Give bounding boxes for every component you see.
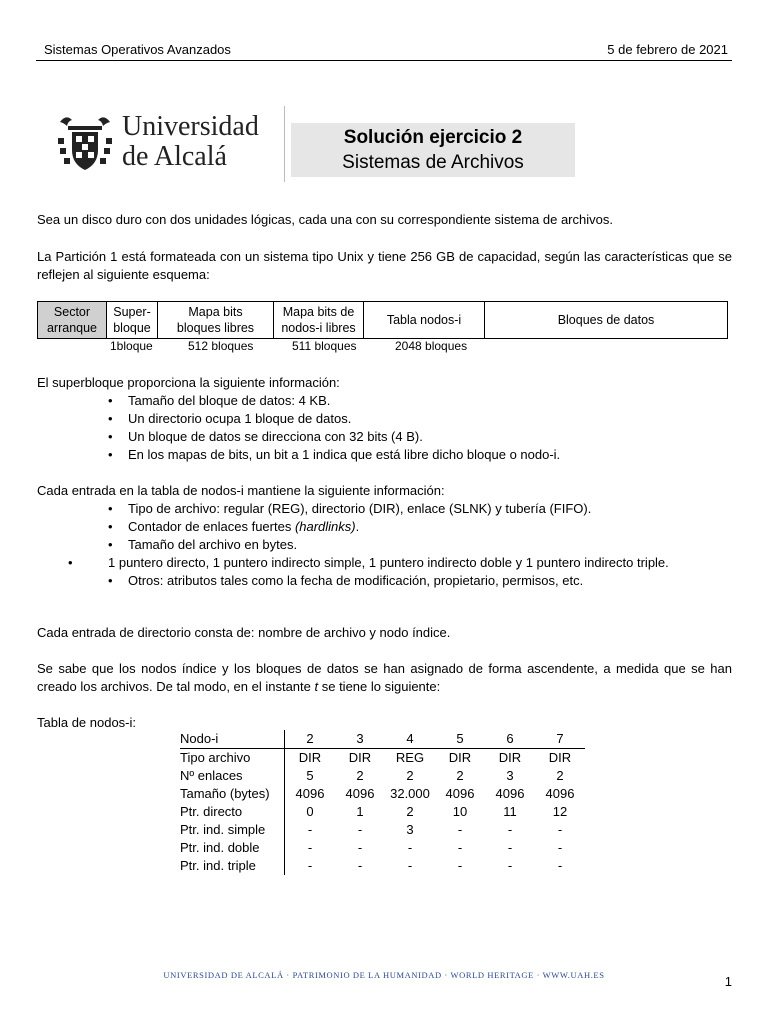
- size-block-bitmap: 512 bloques: [188, 339, 254, 353]
- title-sub: Sistemas de Archivos: [342, 152, 524, 173]
- title-box: [291, 123, 575, 177]
- table-cell: -: [457, 858, 463, 873]
- row-label: Nodo-i: [180, 730, 285, 749]
- list-item: • Un bloque de datos se direcciona con 32 bits (4 B).: [108, 428, 732, 446]
- inode-entry-intro: Cada entrada en la tabla de nodos-i mantiene la siguiente información:: [37, 483, 445, 498]
- scheme-cell-boot-sector: Sector arranque: [38, 302, 107, 339]
- table-cell: 4096: [295, 786, 325, 801]
- table-cell: 2: [406, 768, 414, 783]
- table-cell: 2: [456, 768, 464, 783]
- header-rule: [36, 60, 732, 61]
- table-cell: 2: [406, 804, 414, 819]
- table-cell: 4096: [545, 786, 575, 801]
- title-main: Solución ejercicio 2: [343, 127, 523, 148]
- university-crest-icon: [54, 112, 116, 174]
- table-cell: 11: [503, 804, 517, 819]
- row-label: Ptr. ind. doble: [180, 839, 285, 857]
- scheme-cell-block-bitmap: Mapa bits bloques libres: [158, 302, 274, 339]
- table-row: [180, 730, 585, 749]
- logo-line-2: de Alcalá: [122, 141, 227, 172]
- table-cell: -: [507, 822, 513, 837]
- list-item: • Un directorio ocupa 1 bloque de datos.: [108, 410, 732, 428]
- superblock-intro: El superbloque proporciona la siguiente información:: [37, 375, 340, 390]
- logo-line-1: Universidad: [122, 111, 259, 142]
- list-item: • Tipo de archivo: regular (REG), directorio (DIR), enlace (SLNK) y tubería (FIFO).: [108, 500, 732, 518]
- list-item: • Tamaño del bloque de datos: 4 KB.: [108, 392, 732, 410]
- table-cell: 5: [435, 730, 485, 749]
- table-cell: -: [507, 840, 513, 855]
- size-inode-table: 2048 bloques: [395, 339, 468, 353]
- table-row: [180, 785, 585, 803]
- table-cell: 4096: [495, 786, 525, 801]
- list-item: • Tamaño del archivo en bytes.: [108, 536, 732, 554]
- table-cell: -: [557, 822, 563, 837]
- intro-paragraph: Sea un disco duro con dos unidades lógicas, cada una con su correspondiente sistema de archivos.: [37, 212, 613, 227]
- table-row: [180, 821, 585, 839]
- table-cell: 2: [356, 768, 364, 783]
- partition-paragraph: La Partición 1 está formateada con un sistema tipo Unix y tiene 256 GB de capacidad, según las características que se reflejen al siguiente esquema:: [37, 249, 732, 282]
- dir-entry-paragraph: Cada entrada de directorio consta de: nombre de archivo y nodo índice.: [37, 625, 451, 640]
- table-cell: 4: [385, 730, 435, 749]
- university-logo-text: [122, 112, 259, 172]
- table-cell: 7: [535, 730, 585, 749]
- table-cell: 4096: [345, 786, 375, 801]
- list-item: • En los mapas de bits, un bit a 1 indica que está libre dicho bloque o nodo-i.: [108, 446, 732, 464]
- logo-divider: [284, 106, 285, 182]
- table-cell: -: [407, 858, 413, 873]
- table-cell: 4096: [445, 786, 475, 801]
- table-cell: -: [457, 822, 463, 837]
- page-number: 1: [724, 974, 732, 989]
- table-row: [180, 839, 585, 857]
- list-item: • Contador de enlaces fuertes (hardlinks).: [108, 518, 732, 536]
- table-cell: -: [457, 840, 463, 855]
- table-cell: 1: [356, 804, 364, 819]
- table-cell: 3: [335, 730, 385, 749]
- size-inode-bitmap: 511 bloques: [292, 339, 357, 353]
- table-row: [180, 767, 585, 785]
- table-cell: -: [557, 840, 563, 855]
- table-cell: 2: [285, 730, 336, 749]
- scheme-cell-data-blocks: Bloques de datos: [485, 302, 728, 339]
- table-cell: -: [307, 840, 313, 855]
- inode-table: [180, 730, 585, 875]
- known-paragraph: Se sabe que los nodos índice y los bloques de datos se han asignado de forma ascendente, a medida que se han creado los archivos. De tal modo, en el instante t se tiene lo siguiente:: [37, 661, 732, 694]
- list-item: • Otros: atributos tales como la fecha de modificación, propietario, permisos, etc.: [108, 572, 732, 590]
- header-course: Sistemas Operativos Avanzados: [44, 42, 231, 57]
- table-cell: -: [557, 858, 563, 873]
- superblock-list: [108, 392, 732, 464]
- table-cell: 0: [306, 804, 314, 819]
- table-row: [180, 803, 585, 821]
- table-row: [180, 857, 585, 875]
- list-item: • 1 puntero directo, 1 puntero indirecto simple, 1 puntero indirecto doble y 1 puntero indirecto triple.: [88, 554, 732, 572]
- table-cell: 10: [452, 804, 468, 819]
- row-label: Tamaño (bytes): [180, 785, 285, 803]
- table-cell: DIR: [498, 750, 522, 765]
- table-cell: -: [357, 822, 363, 837]
- footer-text: UNIVERSIDAD DE ALCALÁ · PATRIMONIO DE LA HUMANIDAD · WORLD HERITAGE · WWW.UAH.ES: [163, 970, 605, 980]
- table-cell: 5: [306, 768, 314, 783]
- inode-entry-list: [108, 500, 732, 590]
- table-cell: DIR: [298, 750, 322, 765]
- table-cell: REG: [395, 750, 425, 765]
- size-superblock: 1bloque: [110, 339, 153, 353]
- table-cell: 32.000: [390, 786, 430, 801]
- row-label: Tipo archivo: [180, 749, 285, 768]
- table-cell: 6: [485, 730, 535, 749]
- row-label: Ptr. ind. triple: [180, 857, 285, 875]
- table-cell: DIR: [548, 750, 572, 765]
- scheme-cell-superblock: Super- bloque: [107, 302, 158, 339]
- table-cell: 2: [556, 768, 564, 783]
- table-cell: DIR: [448, 750, 472, 765]
- scheme-cell-inode-bitmap: Mapa bits de nodos-i libres: [274, 302, 364, 339]
- scheme-cell-inode-table: Tabla nodos-i: [364, 302, 485, 339]
- table-cell: -: [307, 822, 313, 837]
- table-cell: -: [357, 840, 363, 855]
- table-cell: -: [307, 858, 313, 873]
- row-label: Ptr. directo: [180, 803, 285, 821]
- table-cell: -: [407, 840, 413, 855]
- row-label: Ptr. ind. simple: [180, 821, 285, 839]
- inode-table-caption: Tabla de nodos-i:: [37, 715, 137, 730]
- table-cell: -: [507, 858, 513, 873]
- table-cell: 3: [506, 768, 514, 783]
- table-row: [180, 749, 585, 768]
- table-cell: 12: [552, 804, 568, 819]
- header-date: 5 de febrero de 2021: [607, 42, 728, 57]
- table-cell: DIR: [348, 750, 372, 765]
- partition-scheme-table: [37, 301, 728, 339]
- table-cell: 3: [406, 822, 414, 837]
- row-label: Nº enlaces: [180, 767, 285, 785]
- table-cell: -: [357, 858, 363, 873]
